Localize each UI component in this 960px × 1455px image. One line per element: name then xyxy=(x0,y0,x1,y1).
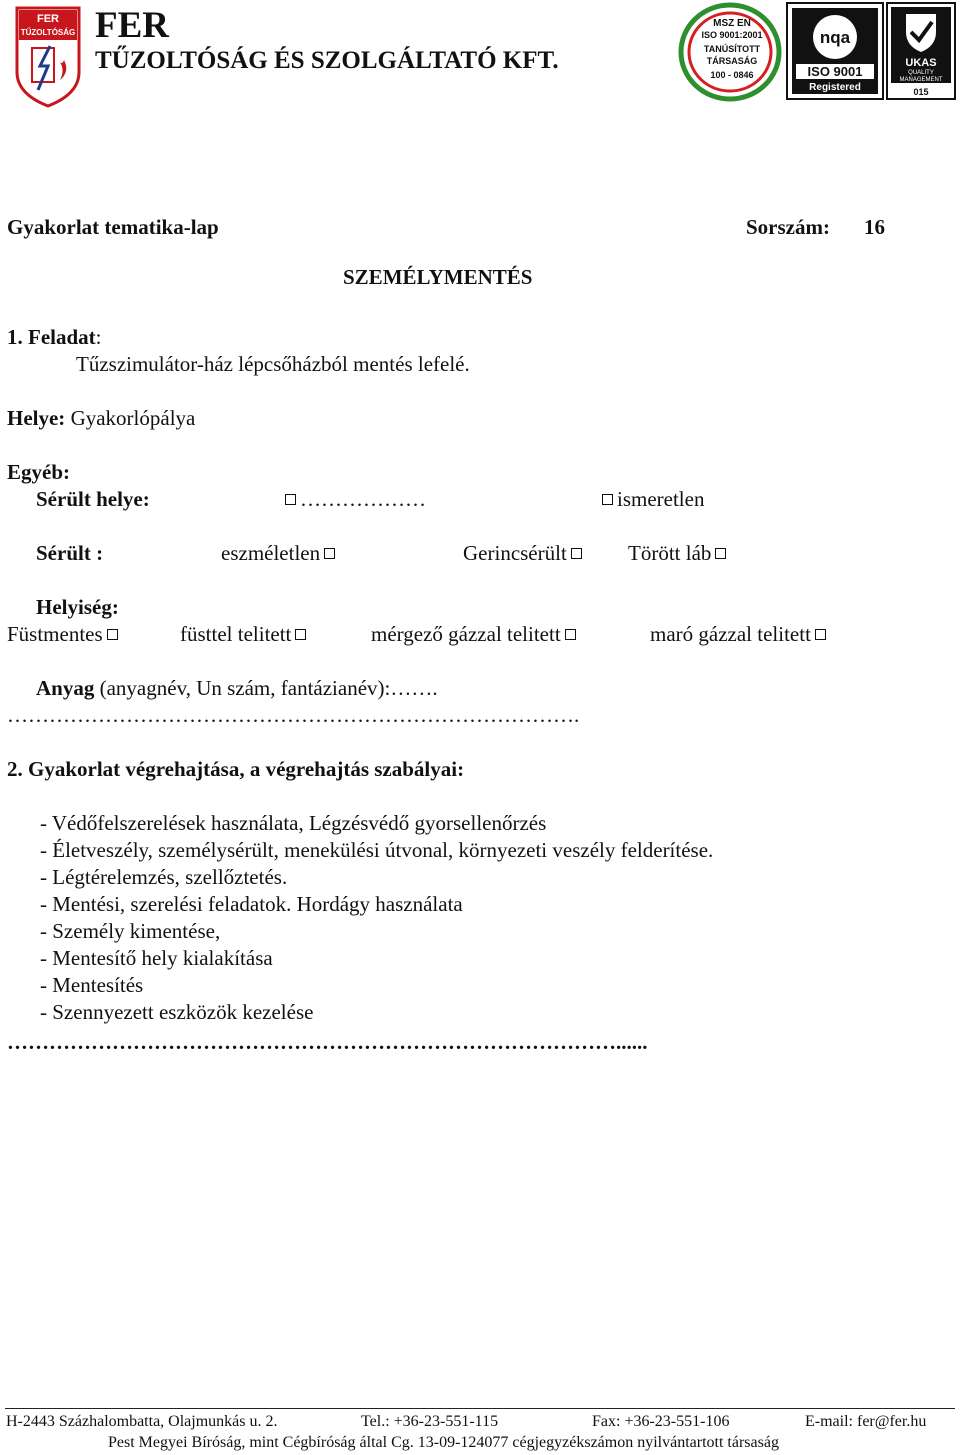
svg-text:nqa: nqa xyxy=(819,28,851,47)
checkbox-icon[interactable] xyxy=(715,548,726,559)
injury-place-unknown: ismeretlen xyxy=(617,487,705,511)
svg-text:ISO 9001: ISO 9001 xyxy=(807,64,863,79)
checkbox-icon[interactable] xyxy=(285,494,296,505)
sheet-title: Gyakorlat tematika-lap xyxy=(7,215,219,239)
svg-text:MANAGEMENT: MANAGEMENT xyxy=(899,77,943,83)
footer-email[interactable]: E-mail: fer@fer.hu xyxy=(805,1413,927,1430)
list-item: - Védőfelszerelések használata, Légzésvédő gyorsellenőrzés xyxy=(40,811,547,835)
task-colon: : xyxy=(95,325,102,349)
room-label: Helyiség: xyxy=(36,595,119,619)
place-value: Gyakorlópálya xyxy=(70,406,196,430)
material-text: (anyagnév, Un szám, fantázianév):……. xyxy=(99,676,438,700)
room-option-corrosive[interactable] xyxy=(650,622,830,647)
list-item: - Mentesítő hely kialakítása xyxy=(40,946,273,970)
svg-text:TÁRSASÁG: TÁRSASÁG xyxy=(706,56,758,66)
svg-text:TŰZOLTÓSÁG: TŰZOLTÓSÁG xyxy=(20,28,76,37)
nqa-iso-cert-logo xyxy=(786,2,884,100)
svg-text:FER: FER xyxy=(37,13,59,25)
list-item: - Légtérelemzés, szellőztetés. xyxy=(40,865,288,889)
exec-list xyxy=(40,810,713,1026)
room-opt1: Füstmentes xyxy=(7,622,103,646)
injured-option-spinal[interactable] xyxy=(463,541,586,566)
task-label: 1. Feladat xyxy=(7,325,96,349)
injured-opt3: Törött láb xyxy=(628,541,712,565)
checkbox-icon[interactable] xyxy=(107,629,118,640)
room-option-smoke[interactable] xyxy=(180,622,310,647)
place-row xyxy=(7,406,195,431)
serial-label: Sorszám: xyxy=(746,215,830,239)
place-label: Helye: xyxy=(7,406,66,430)
footer-divider xyxy=(5,1408,955,1409)
material-row xyxy=(36,676,438,701)
injured-option-broken-leg[interactable] xyxy=(628,541,730,566)
svg-text:Registered: Registered xyxy=(809,82,861,93)
company-short-name: FER xyxy=(95,5,169,46)
footer-address: H-2443 Százhalombatta, Olajmunkás u. 2. xyxy=(6,1413,278,1430)
room-opt4: maró gázzal telitett xyxy=(650,622,811,646)
injury-place-field[interactable] xyxy=(281,487,426,512)
injured-option-unconscious[interactable] xyxy=(221,541,339,566)
list-item: - Életveszély, személysérült, menekülési útvonal, környezeti veszély felderítése. xyxy=(40,838,714,862)
list-item: - Mentési, szerelési feladatok. Hordágy használata xyxy=(40,892,463,916)
room-option-toxic[interactable] xyxy=(371,622,580,647)
checkbox-icon[interactable] xyxy=(295,629,306,640)
list-item: - Szennyezett eszközök kezelése xyxy=(40,1000,314,1024)
room-opt3: mérgező gázzal telitett xyxy=(371,622,561,646)
material-dots: ………………………………………………………………………. xyxy=(7,703,580,727)
room-opt2: füsttel telitett xyxy=(180,622,292,646)
list-item: - Mentesítés xyxy=(40,973,144,997)
list-item: - Személy kimentése, xyxy=(40,919,221,943)
injured-opt1: eszméletlen xyxy=(221,541,321,565)
injured-opt2: Gerincsérült xyxy=(463,541,567,565)
checkbox-icon[interactable] xyxy=(602,494,613,505)
serial-value: 16 xyxy=(864,215,885,239)
svg-text:UKAS: UKAS xyxy=(905,57,937,69)
svg-text:015: 015 xyxy=(913,87,929,97)
svg-text:ISO 9001:2001: ISO 9001:2001 xyxy=(701,30,763,40)
footer-fax: Fax: +36-23-551-106 xyxy=(592,1413,730,1430)
ukas-cert-logo xyxy=(886,2,956,100)
footer-registry: Pest Megyei Bíróság, mint Cégbíróság által Cg. 13-09-124077 cégjegyzékszámon nyilvántartott társaság xyxy=(108,1434,779,1451)
svg-text:TANÚSÍTOTT: TANÚSÍTOTT xyxy=(703,44,761,54)
footer-tel: Tel.: +36-23-551-115 xyxy=(361,1413,499,1430)
room-option-smokefree[interactable] xyxy=(7,622,122,647)
other-label: Egyéb: xyxy=(7,460,70,484)
checkbox-icon[interactable] xyxy=(571,548,582,559)
exec-title: 2. Gyakorlat végrehajtása, a végrehajtás szabályai: xyxy=(7,757,465,781)
checkbox-icon[interactable] xyxy=(324,548,335,559)
svg-text:QUALITY: QUALITY xyxy=(908,70,934,76)
material-label: Anyag xyxy=(36,676,95,700)
main-title: SZEMÉLYMENTÉS xyxy=(343,265,533,289)
injury-place-label: Sérült helye: xyxy=(36,487,150,511)
injury-place-unknown-option[interactable] xyxy=(598,487,704,512)
svg-text:MSZ EN: MSZ EN xyxy=(713,18,751,29)
company-full-name: TŰZOLTÓSÁG ÉS SZOLGÁLTATÓ KFT. xyxy=(95,47,559,74)
checkbox-icon[interactable] xyxy=(565,629,576,640)
checkbox-icon[interactable] xyxy=(815,629,826,640)
company-logo xyxy=(14,2,82,108)
injury-place-dots: ……………… xyxy=(300,487,426,511)
injured-label: Sérült : xyxy=(36,541,104,565)
task-heading xyxy=(7,325,102,350)
svg-text:100 - 0846: 100 - 0846 xyxy=(710,70,754,80)
exec-dots: ……………………………………………………………………………...... xyxy=(7,1030,648,1054)
task-text: Tűzszimulátor-ház lépcsőházból mentés lefelé. xyxy=(76,352,470,376)
mszen-cert-logo xyxy=(678,2,782,102)
